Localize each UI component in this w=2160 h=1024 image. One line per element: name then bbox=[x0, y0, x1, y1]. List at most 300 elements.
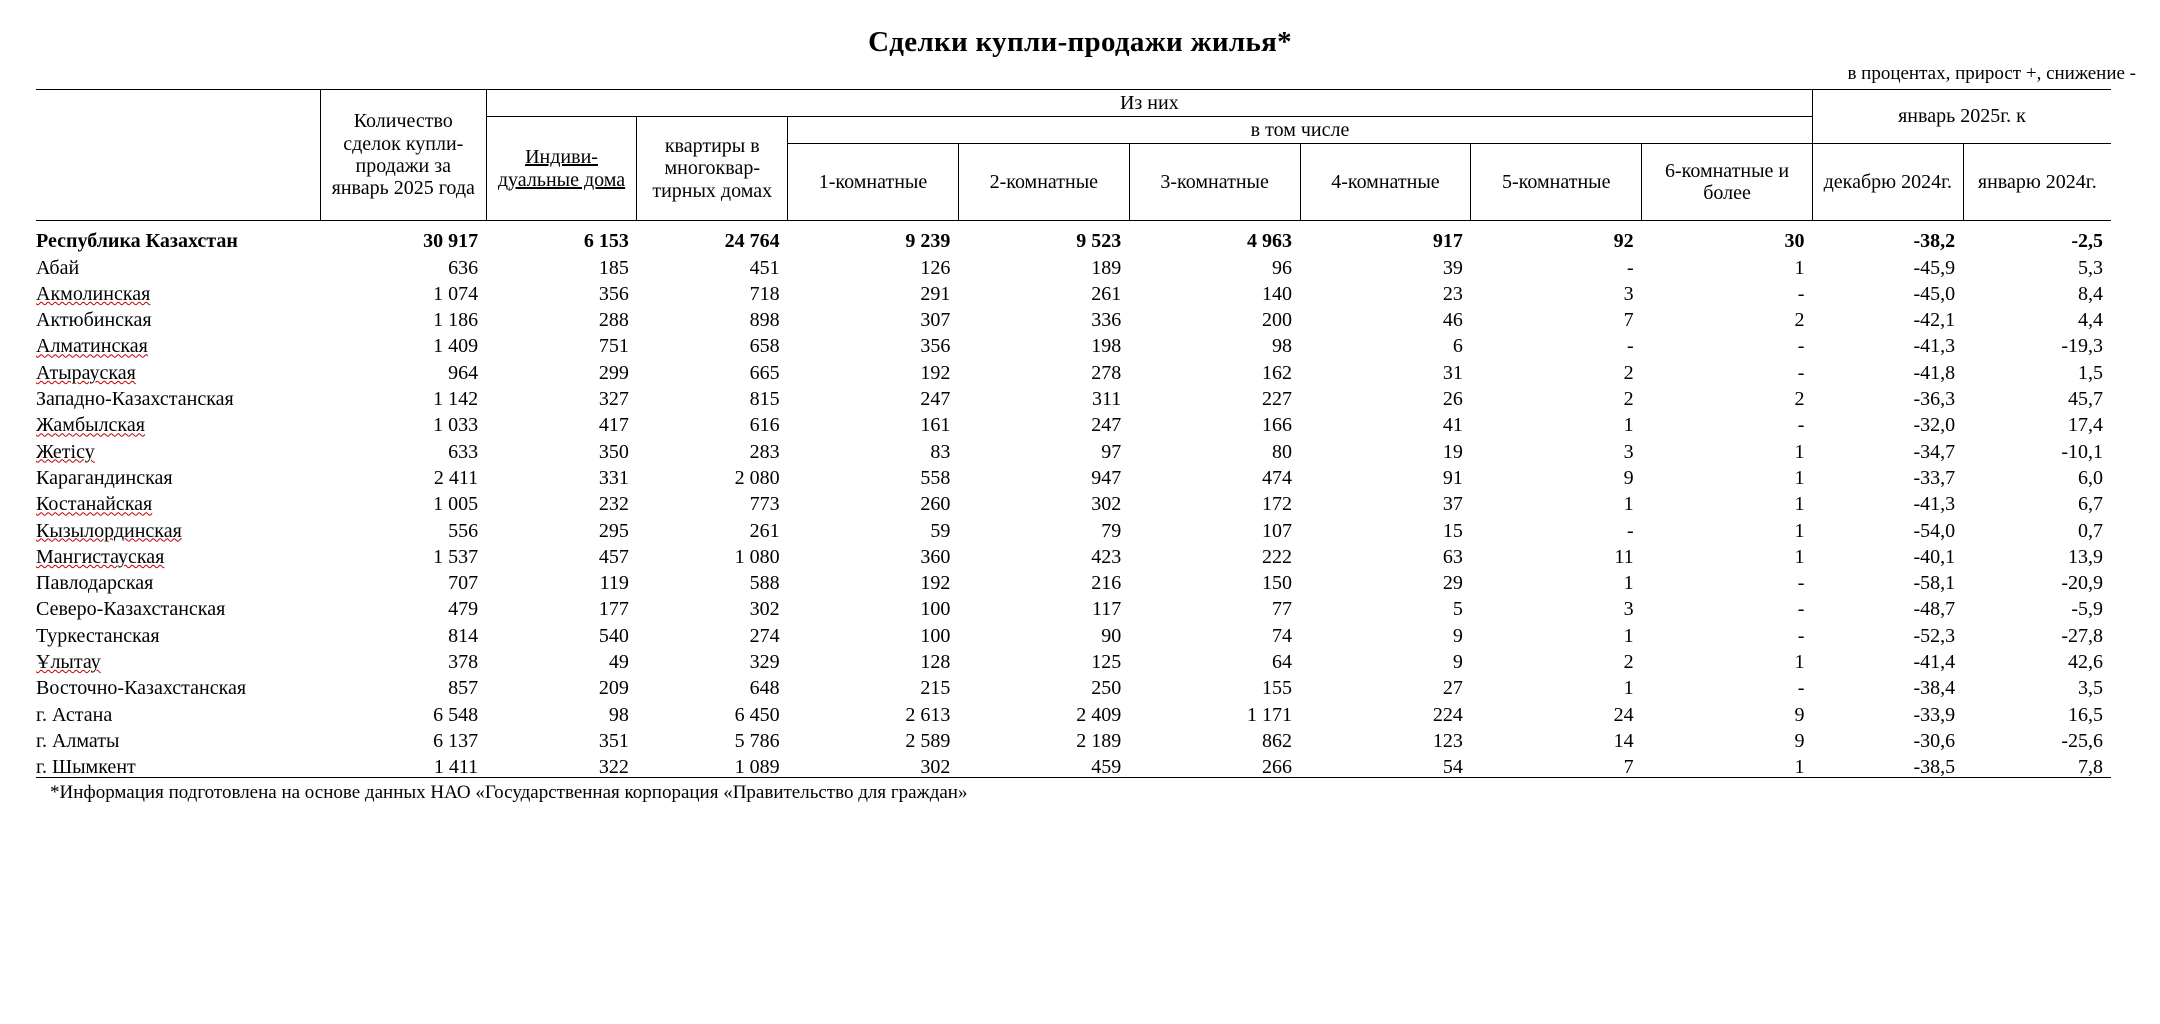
value-cell-jan: 45,7 bbox=[2068, 388, 2103, 411]
value-cell-r2: 302 bbox=[1091, 493, 1122, 516]
value-cell-ind: 299 bbox=[598, 361, 629, 384]
value-cell-total: 636 bbox=[448, 256, 479, 279]
value-cell-ind: 288 bbox=[598, 309, 629, 332]
jan2024-header: январю 2024г. bbox=[1963, 144, 2111, 221]
value-cell-ind: 327 bbox=[598, 388, 629, 411]
table-row bbox=[36, 751, 2111, 778]
table-body bbox=[36, 221, 2111, 778]
table-row bbox=[36, 278, 2111, 304]
region-cell bbox=[36, 541, 320, 567]
value-cell-total: 479 bbox=[448, 598, 479, 621]
value-cell-r2: 9 523 bbox=[1076, 230, 1122, 253]
value-cell-r6: 9 bbox=[1794, 703, 1805, 726]
value-cell-r4: 23 bbox=[1442, 282, 1463, 305]
value-cell-r6: - bbox=[1797, 624, 1805, 647]
value-cell-r5: 24 bbox=[1613, 703, 1634, 726]
value-cell-r4: 31 bbox=[1442, 361, 1463, 384]
value-cell-r3: 862 bbox=[1262, 729, 1293, 752]
value-cell-ind: 457 bbox=[598, 545, 629, 568]
value-cell-r3: 162 bbox=[1262, 361, 1293, 384]
value-cell-r3: 96 bbox=[1272, 256, 1293, 279]
value-cell-total: 6 137 bbox=[433, 729, 479, 752]
value-cell-r4: 27 bbox=[1442, 677, 1463, 700]
value-cell-r1: 260 bbox=[920, 493, 951, 516]
value-cell-r6: 1 bbox=[1794, 519, 1805, 542]
value-cell-total: 30 917 bbox=[423, 230, 479, 253]
value-cell-r2: 79 bbox=[1101, 519, 1122, 542]
value-cell-r3: 155 bbox=[1262, 677, 1293, 700]
table-row bbox=[36, 646, 2111, 672]
value-cell-apt: 773 bbox=[749, 493, 780, 516]
value-cell-r6: - bbox=[1797, 335, 1805, 358]
value-cell-r3: 98 bbox=[1272, 335, 1293, 358]
value-cell-ind: 356 bbox=[598, 282, 629, 305]
value-cell-r5: 1 bbox=[1623, 572, 1634, 595]
value-cell-dec: -38,2 bbox=[1913, 230, 1956, 253]
region-name: Туркестанская bbox=[36, 624, 160, 647]
value-cell-r1: 126 bbox=[920, 256, 951, 279]
value-cell-apt: 24 764 bbox=[724, 230, 780, 253]
value-cell-total: 814 bbox=[448, 624, 479, 647]
rooms-6-header: 6-комнатные и более bbox=[1642, 144, 1813, 221]
value-cell-r1: 2 589 bbox=[905, 729, 951, 752]
count-header: Количество сделок купли-продажи за январь 2025 года bbox=[320, 90, 486, 221]
value-cell-r5: - bbox=[1626, 335, 1634, 358]
value-cell-r4: 9 bbox=[1452, 624, 1463, 647]
value-cell-r5: 2 bbox=[1623, 651, 1634, 674]
value-cell-ind: 751 bbox=[598, 335, 629, 358]
region-name: г. Астана bbox=[36, 703, 113, 726]
value-cell-r4: 123 bbox=[1432, 729, 1463, 752]
table-header bbox=[36, 90, 2111, 221]
region-name: Мангистауская bbox=[36, 545, 165, 568]
value-cell-total: 6 548 bbox=[433, 703, 479, 726]
value-cell-r3: 200 bbox=[1262, 309, 1293, 332]
value-cell-r1: 192 bbox=[920, 361, 951, 384]
value-cell-dec: -45,9 bbox=[1913, 256, 1956, 279]
value-cell-r6: 1 bbox=[1794, 493, 1805, 516]
value-cell-apt: 6 450 bbox=[734, 703, 780, 726]
value-cell-r1: 302 bbox=[788, 751, 959, 778]
including-header: в том числе bbox=[788, 117, 1813, 144]
value-cell-jan: 7,8 bbox=[1963, 751, 2111, 778]
value-cell-total: 1 537 bbox=[433, 545, 479, 568]
value-cell-r5: 1 bbox=[1623, 677, 1634, 700]
value-cell-apt: 283 bbox=[749, 440, 780, 463]
rooms-2-header: 2-комнатные bbox=[958, 144, 1129, 221]
region-cell bbox=[36, 435, 320, 461]
value-cell-r1: 128 bbox=[920, 651, 951, 674]
value-cell-jan: 5,3 bbox=[2078, 256, 2103, 279]
value-cell-r2: 97 bbox=[1101, 440, 1122, 463]
value-cell-jan: 6,0 bbox=[2078, 466, 2103, 489]
table-row bbox=[36, 725, 2111, 751]
value-cell-dec: -40,1 bbox=[1913, 545, 1956, 568]
value-cell-r5: 92 bbox=[1613, 230, 1634, 253]
value-cell-r1: 360 bbox=[920, 545, 951, 568]
dec2024-header: декабрю 2024г. bbox=[1812, 144, 1963, 221]
value-cell-r6: - bbox=[1797, 598, 1805, 621]
value-cell-r2: 336 bbox=[1091, 309, 1122, 332]
value-cell-jan: -5,9 bbox=[2071, 598, 2103, 621]
value-cell-r5: 9 bbox=[1623, 466, 1634, 489]
value-cell-r2: 947 bbox=[1091, 466, 1122, 489]
value-cell-jan: 17,4 bbox=[2068, 414, 2103, 437]
value-cell-r5: 3 bbox=[1623, 440, 1634, 463]
value-cell-r5: - bbox=[1626, 256, 1634, 279]
rooms-4-header: 4-комнатные bbox=[1300, 144, 1471, 221]
value-cell-r4: 39 bbox=[1442, 256, 1463, 279]
value-cell-r3: 227 bbox=[1262, 388, 1293, 411]
value-cell-apt: 329 bbox=[749, 651, 780, 674]
value-cell-ind: 6 153 bbox=[583, 230, 629, 253]
value-cell-total: 1 142 bbox=[433, 388, 479, 411]
value-cell-jan: 3,5 bbox=[2078, 677, 2103, 700]
value-cell-ind: 417 bbox=[598, 414, 629, 437]
region-name: г. Алматы bbox=[36, 729, 120, 752]
value-cell-r2: 311 bbox=[1091, 388, 1122, 411]
value-cell-r3: 166 bbox=[1262, 414, 1293, 437]
value-cell-r3: 1 171 bbox=[1247, 703, 1293, 726]
value-cell-r3: 140 bbox=[1262, 282, 1293, 305]
region-cell bbox=[36, 619, 320, 645]
value-cell-ind: 351 bbox=[598, 729, 629, 752]
region-cell bbox=[36, 672, 320, 698]
region-name: Кызылординская bbox=[36, 519, 182, 542]
value-cell-r2: 247 bbox=[1091, 414, 1122, 437]
value-cell-r6: - bbox=[1797, 361, 1805, 384]
value-cell-r5: 1 bbox=[1623, 624, 1634, 647]
value-cell-apt: 718 bbox=[749, 282, 780, 305]
value-cell-dec: -32,0 bbox=[1913, 414, 1956, 437]
region-name: Западно-Казахстанская bbox=[36, 388, 234, 411]
value-cell-r5: 1 bbox=[1623, 493, 1634, 516]
region-cell bbox=[36, 751, 320, 778]
value-cell-r5: 14 bbox=[1613, 729, 1634, 752]
value-cell-r5: 7 bbox=[1623, 309, 1634, 332]
value-cell-total: 707 bbox=[448, 572, 479, 595]
value-cell-ind: 49 bbox=[608, 651, 629, 674]
region-cell bbox=[36, 251, 320, 277]
value-cell-r6: 1 bbox=[1642, 751, 1813, 778]
value-cell-r5: 7 bbox=[1471, 751, 1642, 778]
value-cell-total: 1 411 bbox=[320, 751, 486, 778]
region-cell bbox=[36, 698, 320, 724]
value-cell-r2: 117 bbox=[1091, 598, 1122, 621]
value-cell-dec: -41,4 bbox=[1913, 651, 1956, 674]
value-cell-r6: 30 bbox=[1784, 230, 1805, 253]
value-cell-r4: 41 bbox=[1442, 414, 1463, 437]
value-cell-ind: 232 bbox=[598, 493, 629, 516]
value-cell-jan: -19,3 bbox=[2061, 335, 2103, 358]
value-cell-jan: 4,4 bbox=[2078, 309, 2103, 332]
value-cell-r5: 1 bbox=[1623, 414, 1634, 437]
value-cell-total: 964 bbox=[448, 361, 479, 384]
region-name: Акмолинская bbox=[36, 282, 151, 305]
value-cell-r4: 91 bbox=[1442, 466, 1463, 489]
value-cell-dec: -36,3 bbox=[1913, 388, 1956, 411]
value-cell-jan: 16,5 bbox=[2068, 703, 2103, 726]
region-header bbox=[36, 90, 320, 221]
region-cell bbox=[36, 304, 320, 330]
table-row bbox=[36, 435, 2111, 461]
value-cell-r3: 77 bbox=[1272, 598, 1293, 621]
region-cell bbox=[36, 593, 320, 619]
region-cell bbox=[36, 383, 320, 409]
value-cell-jan: 42,6 bbox=[2068, 651, 2103, 674]
region-name: Северо-Казахстанская bbox=[36, 598, 226, 621]
value-cell-total: 1 005 bbox=[433, 493, 479, 516]
value-cell-total: 1 033 bbox=[433, 414, 479, 437]
value-cell-apt: 658 bbox=[749, 335, 780, 358]
value-cell-r1: 291 bbox=[920, 282, 951, 305]
value-cell-r1: 100 bbox=[920, 598, 951, 621]
value-cell-dec: -58,1 bbox=[1913, 572, 1956, 595]
region-name: Республика Казахстан bbox=[36, 230, 238, 253]
table-row bbox=[36, 567, 2111, 593]
value-cell-r4: 54 bbox=[1300, 751, 1471, 778]
value-cell-r3: 80 bbox=[1272, 440, 1293, 463]
jan2025-to-label: январь 2025г. к bbox=[1898, 105, 2026, 128]
value-cell-r4: 9 bbox=[1452, 651, 1463, 674]
footnote: *Информация подготовлена на основе данных НАО «Государственная корпорация «Правительство для граждан» bbox=[50, 782, 968, 803]
region-cell bbox=[36, 356, 320, 382]
value-cell-r2: 261 bbox=[1091, 282, 1122, 305]
region-cell bbox=[36, 462, 320, 488]
value-cell-r3: 74 bbox=[1272, 624, 1293, 647]
region-cell bbox=[36, 725, 320, 751]
value-cell-apt: 898 bbox=[749, 309, 780, 332]
value-cell-r2: 90 bbox=[1101, 624, 1122, 647]
value-cell-apt: 302 bbox=[749, 598, 780, 621]
value-cell-jan: -20,9 bbox=[2061, 572, 2103, 595]
value-cell-r5: - bbox=[1626, 519, 1634, 542]
value-cell-r1: 83 bbox=[930, 440, 951, 463]
table-row bbox=[36, 698, 2111, 724]
table-row bbox=[36, 619, 2111, 645]
value-cell-r3: 150 bbox=[1262, 572, 1293, 595]
value-cell-jan: 1,5 bbox=[2078, 361, 2103, 384]
value-cell-jan: 13,9 bbox=[2068, 545, 2103, 568]
individual-houses-label: Индиви-дуальные дома bbox=[497, 146, 626, 191]
value-cell-r1: 247 bbox=[920, 388, 951, 411]
value-cell-jan: -25,6 bbox=[2061, 729, 2103, 752]
value-cell-r6: 1 bbox=[1794, 545, 1805, 568]
page-title: Сделки купли-продажи жилья* bbox=[868, 26, 1292, 58]
value-cell-r4: 6 bbox=[1452, 335, 1463, 358]
value-cell-r3: 266 bbox=[1129, 751, 1300, 778]
value-cell-r1: 2 613 bbox=[905, 703, 951, 726]
value-cell-r2: 423 bbox=[1091, 545, 1122, 568]
value-cell-r2: 125 bbox=[1091, 651, 1122, 674]
jan2025-to-header bbox=[1812, 90, 2111, 144]
region-cell bbox=[36, 514, 320, 540]
value-cell-total: 1 074 bbox=[433, 282, 479, 305]
value-cell-r6: - bbox=[1797, 414, 1805, 437]
region-name: Павлодарская bbox=[36, 572, 154, 595]
value-cell-r6: 9 bbox=[1794, 729, 1805, 752]
value-cell-r1: 192 bbox=[920, 572, 951, 595]
value-cell-r6: 1 bbox=[1794, 651, 1805, 674]
value-cell-r6: 2 bbox=[1794, 309, 1805, 332]
value-cell-r2: 189 bbox=[1091, 256, 1122, 279]
region-cell bbox=[36, 646, 320, 672]
value-cell-r5: 11 bbox=[1614, 545, 1634, 568]
value-cell-r4: 5 bbox=[1452, 598, 1463, 621]
value-cell-total: 857 bbox=[448, 677, 479, 700]
apartments-label: квартиры в многоквар-тирных домах bbox=[652, 134, 773, 202]
housing-deals-table bbox=[36, 89, 2111, 778]
table-row bbox=[36, 593, 2111, 619]
value-cell-r5: 3 bbox=[1623, 598, 1634, 621]
value-cell-ind: 350 bbox=[598, 440, 629, 463]
value-cell-jan: 0,7 bbox=[2078, 519, 2103, 542]
value-cell-total: 1 409 bbox=[433, 335, 479, 358]
rooms-1-header: 1-комнатные bbox=[788, 144, 959, 221]
value-cell-r3: 4 963 bbox=[1247, 230, 1293, 253]
value-cell-apt: 665 bbox=[749, 361, 780, 384]
value-cell-r5: 2 bbox=[1623, 361, 1634, 384]
value-cell-r4: 19 bbox=[1442, 440, 1463, 463]
table-row bbox=[36, 356, 2111, 382]
table-row bbox=[36, 462, 2111, 488]
value-cell-r4: 15 bbox=[1442, 519, 1463, 542]
value-cell-total: 556 bbox=[448, 519, 479, 542]
individual-houses-header bbox=[486, 117, 637, 221]
value-cell-r4: 29 bbox=[1442, 572, 1463, 595]
value-cell-r1: 161 bbox=[920, 414, 951, 437]
value-cell-r3: 107 bbox=[1262, 519, 1293, 542]
value-cell-apt: 2 080 bbox=[734, 466, 780, 489]
region-cell bbox=[36, 330, 320, 356]
value-cell-ind: 185 bbox=[598, 256, 629, 279]
value-cell-dec: -41,8 bbox=[1913, 361, 1956, 384]
table-row bbox=[36, 330, 2111, 356]
region-name: г. Шымкент bbox=[36, 756, 136, 779]
value-cell-dec: -52,3 bbox=[1913, 624, 1956, 647]
value-cell-ind: 540 bbox=[598, 624, 629, 647]
value-cell-apt: 274 bbox=[749, 624, 780, 647]
value-cell-r3: 474 bbox=[1262, 466, 1293, 489]
value-cell-dec: -41,3 bbox=[1913, 493, 1956, 516]
value-cell-dec: -38,4 bbox=[1913, 677, 1956, 700]
value-cell-r3: 64 bbox=[1272, 651, 1293, 674]
value-cell-ind: 119 bbox=[599, 572, 629, 595]
table-row bbox=[36, 221, 2111, 252]
value-cell-r4: 26 bbox=[1442, 388, 1463, 411]
value-cell-dec: -38,5 bbox=[1812, 751, 1963, 778]
value-cell-r4: 917 bbox=[1432, 230, 1463, 253]
table-row bbox=[36, 304, 2111, 330]
value-cell-dec: -30,6 bbox=[1913, 729, 1956, 752]
value-cell-r3: 222 bbox=[1262, 545, 1293, 568]
region-name: Жетісу bbox=[36, 440, 95, 463]
value-cell-r4: 46 bbox=[1442, 309, 1463, 332]
region-name: Атырауская bbox=[36, 361, 136, 384]
value-cell-r1: 9 239 bbox=[905, 230, 951, 253]
value-cell-r1: 100 bbox=[920, 624, 951, 647]
value-cell-ind: 322 bbox=[486, 751, 637, 778]
value-cell-dec: -42,1 bbox=[1913, 309, 1956, 332]
region-name: Костанайская bbox=[36, 493, 153, 516]
value-cell-r2: 2 189 bbox=[1076, 729, 1122, 752]
rooms-3-header: 3-комнатные bbox=[1129, 144, 1300, 221]
value-cell-dec: -34,7 bbox=[1913, 440, 1956, 463]
value-cell-r6: - bbox=[1797, 677, 1805, 700]
of-them-header: Из них bbox=[486, 90, 1812, 117]
value-cell-r1: 215 bbox=[920, 677, 951, 700]
value-cell-apt: 1 089 bbox=[637, 751, 788, 778]
table-row bbox=[36, 383, 2111, 409]
value-cell-total: 2 411 bbox=[433, 466, 479, 489]
value-cell-total: 1 186 bbox=[433, 309, 479, 332]
value-cell-r2: 198 bbox=[1091, 335, 1122, 358]
value-cell-r6: 1 bbox=[1794, 440, 1805, 463]
region-cell bbox=[36, 278, 320, 304]
table-row bbox=[36, 409, 2111, 435]
value-cell-ind: 177 bbox=[598, 598, 629, 621]
apartments-header bbox=[637, 117, 788, 221]
value-cell-r2: 216 bbox=[1091, 572, 1122, 595]
value-cell-apt: 588 bbox=[749, 572, 780, 595]
value-cell-ind: 209 bbox=[598, 677, 629, 700]
region-cell bbox=[36, 488, 320, 514]
value-cell-r3: 172 bbox=[1262, 493, 1293, 516]
value-cell-jan: -10,1 bbox=[2061, 440, 2103, 463]
value-cell-r6: - bbox=[1797, 572, 1805, 595]
value-cell-apt: 815 bbox=[749, 388, 780, 411]
value-cell-r1: 356 bbox=[920, 335, 951, 358]
region-name: Восточно-Казахстанская bbox=[36, 677, 247, 700]
units-note: в процентах, прирост +, снижение - bbox=[1847, 63, 2136, 84]
value-cell-r5: 3 bbox=[1623, 282, 1634, 305]
value-cell-r2: 278 bbox=[1091, 361, 1122, 384]
value-cell-apt: 5 786 bbox=[734, 729, 780, 752]
value-cell-r6: - bbox=[1797, 282, 1805, 305]
value-cell-apt: 1 080 bbox=[734, 545, 780, 568]
value-cell-r2: 2 409 bbox=[1076, 703, 1122, 726]
value-cell-jan: -2,5 bbox=[2071, 230, 2103, 253]
value-cell-apt: 451 bbox=[749, 256, 780, 279]
value-cell-r5: 2 bbox=[1623, 388, 1634, 411]
region-cell bbox=[36, 567, 320, 593]
region-name: Алматинская bbox=[36, 335, 148, 358]
region-name: Карагандинская bbox=[36, 466, 173, 489]
value-cell-r6: 2 bbox=[1794, 388, 1805, 411]
region-cell bbox=[36, 409, 320, 435]
value-cell-r1: 307 bbox=[920, 309, 951, 332]
value-cell-r4: 224 bbox=[1432, 703, 1463, 726]
region-name: Актюбинская bbox=[36, 309, 152, 332]
table-row bbox=[36, 251, 2111, 277]
value-cell-r2: 250 bbox=[1091, 677, 1122, 700]
value-cell-dec: -33,9 bbox=[1913, 703, 1956, 726]
value-cell-dec: -33,7 bbox=[1913, 466, 1956, 489]
table-row bbox=[36, 672, 2111, 698]
value-cell-dec: -48,7 bbox=[1913, 598, 1956, 621]
table-row bbox=[36, 514, 2111, 540]
value-cell-dec: -41,3 bbox=[1913, 335, 1956, 358]
value-cell-r1: 558 bbox=[920, 466, 951, 489]
value-cell-ind: 331 bbox=[598, 466, 629, 489]
value-cell-ind: 295 bbox=[598, 519, 629, 542]
value-cell-r1: 59 bbox=[930, 519, 951, 542]
value-cell-r2: 459 bbox=[958, 751, 1129, 778]
value-cell-jan: -27,8 bbox=[2061, 624, 2103, 647]
value-cell-r4: 63 bbox=[1442, 545, 1463, 568]
region-cell bbox=[36, 221, 320, 252]
table-row bbox=[36, 488, 2111, 514]
